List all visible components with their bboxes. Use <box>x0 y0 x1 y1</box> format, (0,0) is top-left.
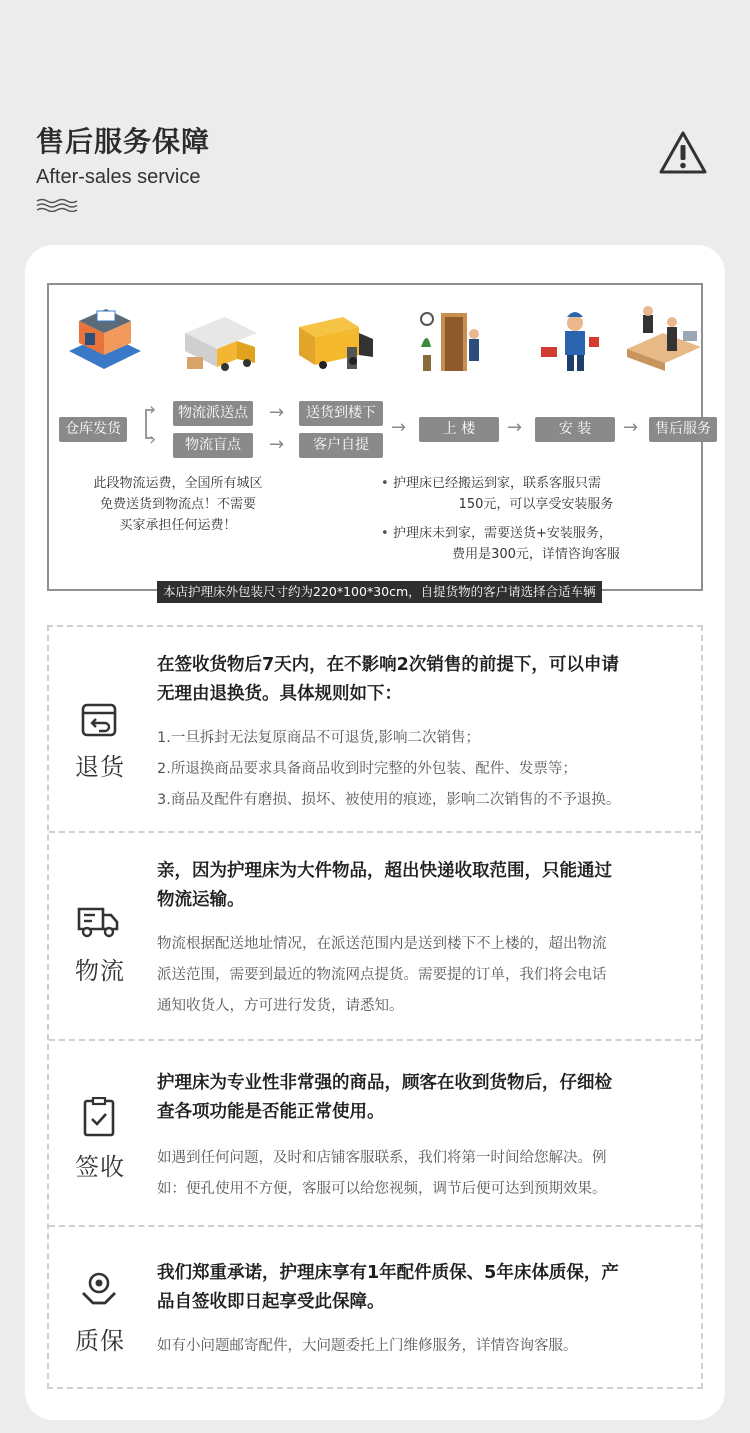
service-body <box>157 723 701 816</box>
arrow-right-icon: → <box>269 434 285 455</box>
service-heading <box>157 1069 697 1127</box>
service-logistics <box>49 833 701 1041</box>
step-after-sales: 售后服务 <box>649 417 717 442</box>
install-fee-note-line: 150元，可以享受安装服务 <box>458 497 614 512</box>
step-logistics-blind-spot: 物流盲点 <box>173 433 253 458</box>
arrow-right-icon: → <box>507 417 523 438</box>
service-body-line: 如遇到任何问题，及时和店铺客服联系，我们将第一时间给您解决。例 <box>157 1150 607 1166</box>
step-upstairs: 上 楼 <box>419 417 499 442</box>
delivery-install-fee-note-line: 费用是300元，详情咨询客服 <box>452 547 620 562</box>
page-header <box>36 120 716 220</box>
service-label: 物流 <box>75 957 125 985</box>
service-warranty <box>49 1227 701 1387</box>
service-body-line: 如：便孔使用不方便，客服可以给您视频，调节后便可达到预期效果。 <box>157 1181 607 1197</box>
service-heading-line: 亲，因为护理床为大件物品，超出快递收取范围，只能通过 <box>157 861 612 881</box>
service-body-line: 通知收货人，方可进行发货，请悉知。 <box>157 998 404 1014</box>
service-label: 质保 <box>75 1327 125 1355</box>
package-size-banner: 本店护理床外包装尺寸约为220*100*30cm，自提货物的客户请选择合适车辆 <box>157 581 602 603</box>
delivery-truck-illustration-icon <box>295 303 385 383</box>
return-box-icon <box>75 699 123 739</box>
upstairs-door-illustration-icon <box>411 303 501 383</box>
service-body <box>157 1331 701 1362</box>
service-body <box>157 1143 701 1205</box>
truck-loading-illustration-icon <box>177 303 267 383</box>
service-heading-line: 查各项功能是否能正常使用。 <box>157 1102 385 1122</box>
service-heading-line: 我们郑重承诺，护理床享有1年配件质保、5年床体质保，产 <box>157 1263 619 1283</box>
service-body-line: 1.一旦拆封无法复原商品不可退货,影响二次销售； <box>157 730 480 746</box>
wave-decoration-icon <box>36 198 78 212</box>
install-fee-note-line: 护理床已经搬运到家，联系客服只需 <box>393 476 602 491</box>
service-heading-line: 在签收货物后7天内，在不影响2次销售的前提下，可以申请 <box>157 655 619 675</box>
service-body-line: 物流根据配送地址情况，在派送范围内是送到楼下不上楼的，超出物流 <box>157 936 607 952</box>
service-heading-line: 物流运输。 <box>157 890 245 910</box>
step-warehouse-ship: 仓库发货 <box>59 417 127 442</box>
install-fee-notes <box>379 473 679 573</box>
service-body <box>157 929 701 1022</box>
service-heading-line: 无理由退换货。具体规则如下： <box>157 684 402 704</box>
step-deliver-downstairs: 送货到楼下 <box>299 401 383 426</box>
freight-note <box>63 473 293 536</box>
service-heading-line: 护理床为专业性非常强的商品，顾客在收到货物后，仔细检 <box>157 1073 612 1093</box>
clipboard-check-icon <box>75 1097 123 1137</box>
service-heading <box>157 857 697 915</box>
service-label: 签收 <box>75 1153 125 1181</box>
logistics-flow-panel <box>47 283 711 599</box>
main-card <box>25 245 725 1420</box>
installation-worker-illustration-icon <box>527 303 617 383</box>
service-label: 退货 <box>75 753 125 781</box>
service-body-line: 2.所退换商品要求具备商品收到时完整的外包装、配件、发票等； <box>157 761 577 777</box>
service-signing <box>49 1041 701 1227</box>
freight-note-line: 免费送货到物流点！不需要 <box>99 497 256 512</box>
warning-triangle-icon <box>658 130 708 176</box>
install-fee-note <box>379 473 679 515</box>
warranty-hand-icon <box>75 1269 123 1309</box>
customer-service-illustration-icon <box>623 303 713 383</box>
page-title: 售后服务保障 <box>36 125 211 158</box>
arrow-right-icon: › <box>149 429 157 450</box>
freight-note-line: 买家承担任何运费！ <box>119 518 237 533</box>
step-install: 安 装 <box>535 417 615 442</box>
page-subtitle: After-sales service <box>36 166 201 188</box>
step-logistics-point: 物流派送点 <box>173 401 253 426</box>
service-return <box>49 627 701 833</box>
delivery-install-fee-note <box>379 523 679 565</box>
warehouse-illustration-icon <box>59 303 149 383</box>
service-body-line: 3.商品及配件有磨损、损坏、被使用的痕迹，影响二次销售的不予退换。 <box>157 792 621 808</box>
service-heading <box>157 1259 697 1317</box>
arrow-right-icon: → <box>391 417 407 438</box>
delivery-truck-icon <box>75 901 123 941</box>
step-customer-pickup: 客户自提 <box>299 433 383 458</box>
service-heading-line: 品自签收即日起享受此保障。 <box>157 1292 385 1312</box>
arrow-right-icon: → <box>269 402 285 423</box>
service-heading <box>157 651 697 709</box>
service-body-line: 如有小问题邮寄配件，大问题委托上门维修服务，详情咨询客服。 <box>157 1338 578 1354</box>
arrow-right-icon: › <box>149 399 157 420</box>
freight-note-line: 此段物流运费，全国所有城区 <box>93 476 263 491</box>
service-body-line: 派送范围，需要到最近的物流网点提货。需要提的订单，我们将会电话 <box>157 967 607 983</box>
arrow-right-icon: → <box>623 417 639 438</box>
service-sections <box>47 625 703 1389</box>
delivery-install-fee-note-line: 护理床未到家，需要送货+安装服务， <box>393 526 612 541</box>
